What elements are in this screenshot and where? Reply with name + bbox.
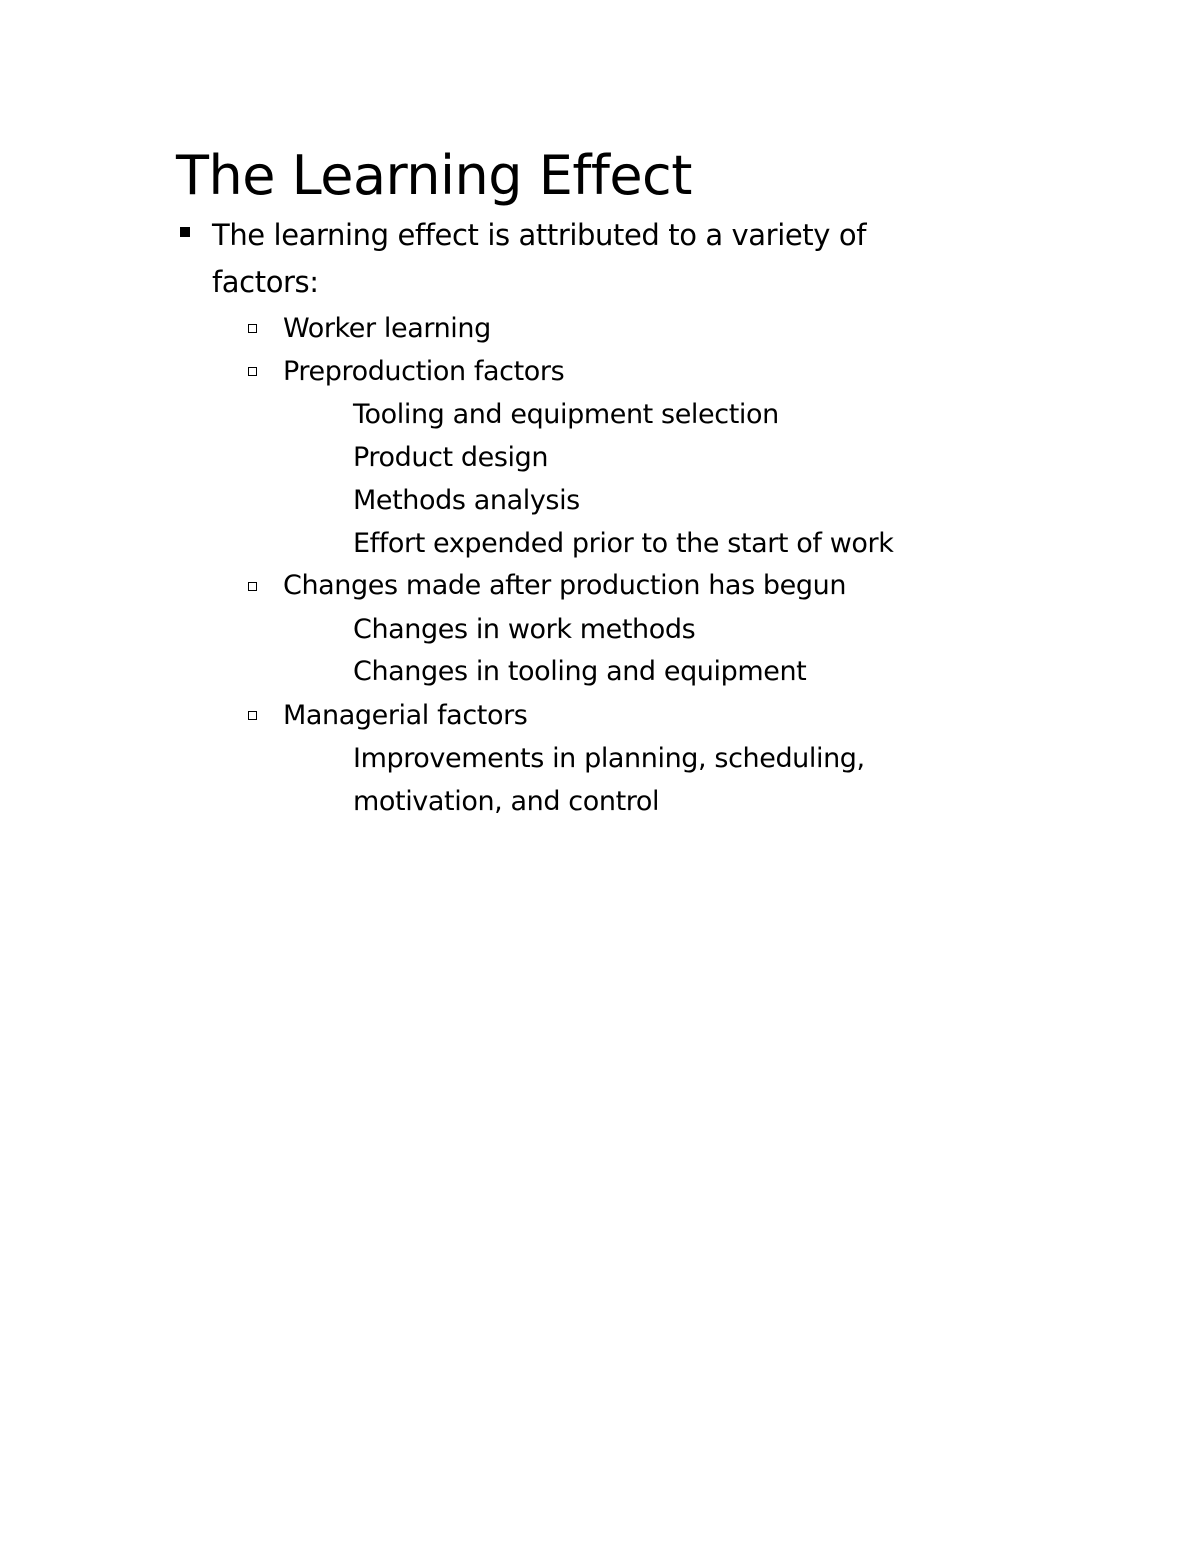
preproduction-detail-effort: Effort expended prior to the start of work — [353, 528, 894, 559]
preproduction-detail-product-design: Product design — [353, 442, 549, 473]
hollow-square-bullet-icon — [248, 367, 257, 376]
preproduction-detail-methods-analysis: Methods analysis — [353, 485, 580, 516]
managerial-detail-improvements: Improvements in planning, scheduling, motivation, and control — [353, 743, 865, 817]
hollow-square-bullet-icon — [248, 582, 257, 591]
hollow-square-bullet-icon — [248, 711, 257, 720]
filled-square-bullet-icon — [180, 227, 190, 237]
intro-bullet-text: The learning effect is attributed to a variety of factors: — [212, 218, 866, 299]
changes-detail-work-methods: Changes in work methods — [353, 614, 696, 645]
factor-preproduction: Preproduction factors — [283, 356, 565, 387]
page-title: The Learning Effect — [176, 144, 692, 207]
hollow-square-bullet-icon — [248, 324, 257, 333]
factor-worker-learning: Worker learning — [283, 313, 491, 344]
factor-changes-after-production: Changes made after production has begun — [283, 570, 847, 601]
changes-detail-tooling-equipment: Changes in tooling and equipment — [353, 656, 807, 687]
preproduction-detail-tooling: Tooling and equipment selection — [353, 399, 779, 430]
factor-managerial: Managerial factors — [283, 700, 528, 731]
